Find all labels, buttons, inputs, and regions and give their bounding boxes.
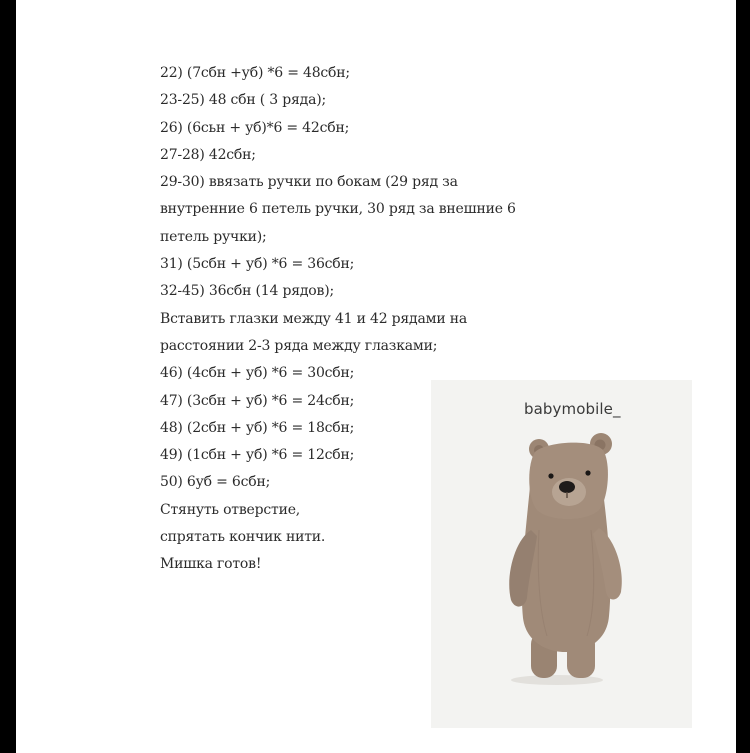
pattern-line: 32-45) 36сбн (14 рядов); <box>160 283 334 300</box>
pattern-line: 29-30) ввязать ручки по бокам (29 ряд за <box>160 174 458 191</box>
crochet-bear-illustration <box>431 380 692 728</box>
pattern-line: расстоянии 2-3 ряда между глазками; <box>160 337 438 354</box>
pattern-line: петель ручки); <box>160 228 267 245</box>
pattern-line: 47) (3сбн + уб) *6 = 24сбн; <box>160 392 355 409</box>
bear-nose <box>559 481 575 493</box>
pattern-line: 26) (6сьн + уб)*6 = 42сбн; <box>160 119 350 136</box>
pattern-line: 23-25) 48 сбн ( 3 ряда); <box>160 92 326 109</box>
bear-photo <box>431 380 692 728</box>
pattern-line: Вставить глазки между 41 и 42 рядами на <box>160 310 467 327</box>
pattern-line: Мишка готов! <box>160 556 262 573</box>
document-sheet <box>16 0 736 753</box>
bear-right-eye <box>585 470 590 475</box>
photo-caption: babymobile_ <box>524 400 621 418</box>
bear-shadow <box>511 675 603 685</box>
pattern-line: 46) (4сбн + уб) *6 = 30сбн; <box>160 365 355 382</box>
pattern-line: внутренние 6 петель ручки, 30 ряд за внешние 6 <box>160 201 516 218</box>
pattern-line: 50) 6уб = 6сбн; <box>160 474 271 491</box>
pattern-line: 31) (5сбн + уб) *6 = 36сбн; <box>160 256 355 273</box>
pattern-line: спрятать кончик нити. <box>160 529 326 546</box>
pattern-line: Стянуть отверстие, <box>160 501 301 518</box>
pattern-line: 48) (2сбн + уб) *6 = 18сбн; <box>160 419 355 436</box>
pattern-line: 27-28) 42сбн; <box>160 146 256 163</box>
pattern-line: 22) (7сбн +уб) *6 = 48сбн; <box>160 65 350 81</box>
pattern-line: 49) (1сбн + уб) *6 = 12сбн; <box>160 447 355 464</box>
bear-left-eye <box>548 473 553 478</box>
